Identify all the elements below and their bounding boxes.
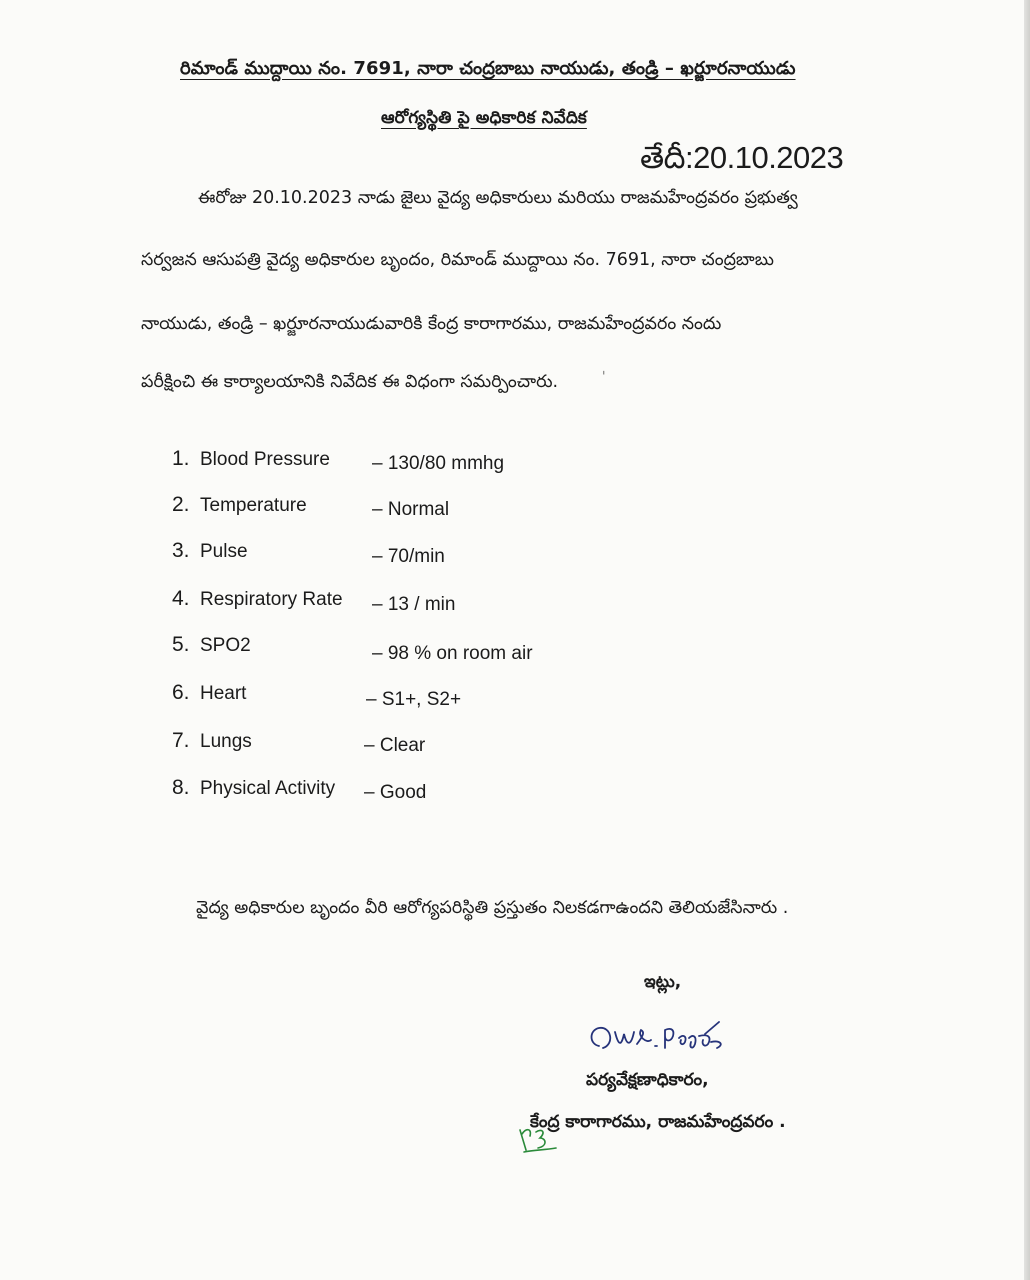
vital-label: Pulse	[200, 541, 248, 562]
vital-item	[172, 587, 343, 611]
vital-label: Temperature	[200, 495, 307, 516]
office-name: కేంద్ర కారాగారము, రాజమహేంద్రవరం .	[530, 1112, 786, 1132]
body-line-3: నాయుడు, తండ్రి – ఖర్జూరనాయుడువారికి కేంద్ర కారాగారము, రాజమహేంద్రవరం నందు	[141, 314, 722, 334]
vital-value: – Good	[364, 782, 427, 803]
vital-label: Respiratory Rate	[200, 589, 343, 610]
vital-value: – 98 % on room air	[372, 643, 533, 664]
vital-number: 1.	[172, 447, 190, 470]
vital-number: 8.	[172, 776, 190, 799]
body-line-4: పరీక్షించి ఈ కార్యాలయానికి నివేదిక ఈ విధంగా సమర్పించారు.	[141, 372, 559, 392]
vital-item	[172, 729, 252, 753]
vital-label: SPO2	[200, 635, 251, 656]
tick-mark: ˈ	[602, 370, 606, 385]
vital-number: 4.	[172, 587, 190, 610]
vital-number: 5.	[172, 633, 190, 656]
vital-number: 7.	[172, 729, 190, 752]
vital-value: – S1+, S2+	[366, 689, 462, 710]
vital-value: – 130/80 mmhg	[372, 453, 505, 474]
vital-label: Blood Pressure	[200, 449, 330, 470]
officer-designation: పర్యవేక్షణాధికారం,	[586, 1070, 709, 1090]
vital-label: Lungs	[200, 731, 252, 752]
body-line-2: సర్వజన ఆసుపత్రి వైద్య అధికారుల బృందం, రిమాండ్ ముద్దాయి నం. 7691, నారా చంద్రబాబు	[141, 250, 774, 270]
vital-value: – Clear	[364, 735, 426, 756]
report-title: ఆరోగ్యస్థితి పై అధికారిక నివేదిక	[381, 108, 587, 128]
vital-item	[172, 681, 246, 705]
vital-number: 6.	[172, 681, 190, 704]
vital-value: – Normal	[372, 499, 450, 520]
vital-item	[172, 776, 335, 800]
vital-value: – 70/min	[372, 546, 445, 567]
vital-number: 3.	[172, 539, 190, 562]
closing-statement: వైద్య అధికారుల బృందం వీరి ఆరోగ్యపరిస్థితి ప్రస్తుతం నిలకడగాఉందని తెలియజేసినారు .	[196, 898, 789, 918]
report-date: తేదీ:20.10.2023	[640, 140, 844, 175]
vital-item	[172, 493, 307, 517]
vital-item	[172, 539, 248, 563]
subject-line: రిమాండ్ ముద్దాయి నం. 7691, నారా చంద్రబాబు నాయుడు, తండ్రి – ఖర్జూరనాయుడు	[180, 58, 796, 79]
signature-image	[585, 1014, 760, 1070]
page-edge	[1024, 0, 1030, 1280]
vital-label: Physical Activity	[200, 778, 336, 799]
vital-item	[172, 447, 330, 471]
body-line-1: ఈరోజు 20.10.2023 నాడు జైలు వైద్య అధికారులు మరియు రాజమహేంద్రవరం ప్రభుత్వ	[198, 188, 798, 208]
vital-number: 2.	[172, 493, 190, 516]
vital-label: Heart	[200, 683, 247, 704]
vital-value: – 13 / min	[372, 594, 456, 615]
yours-faithfully: ఇట్లు,	[644, 972, 682, 992]
vital-item	[172, 633, 251, 657]
